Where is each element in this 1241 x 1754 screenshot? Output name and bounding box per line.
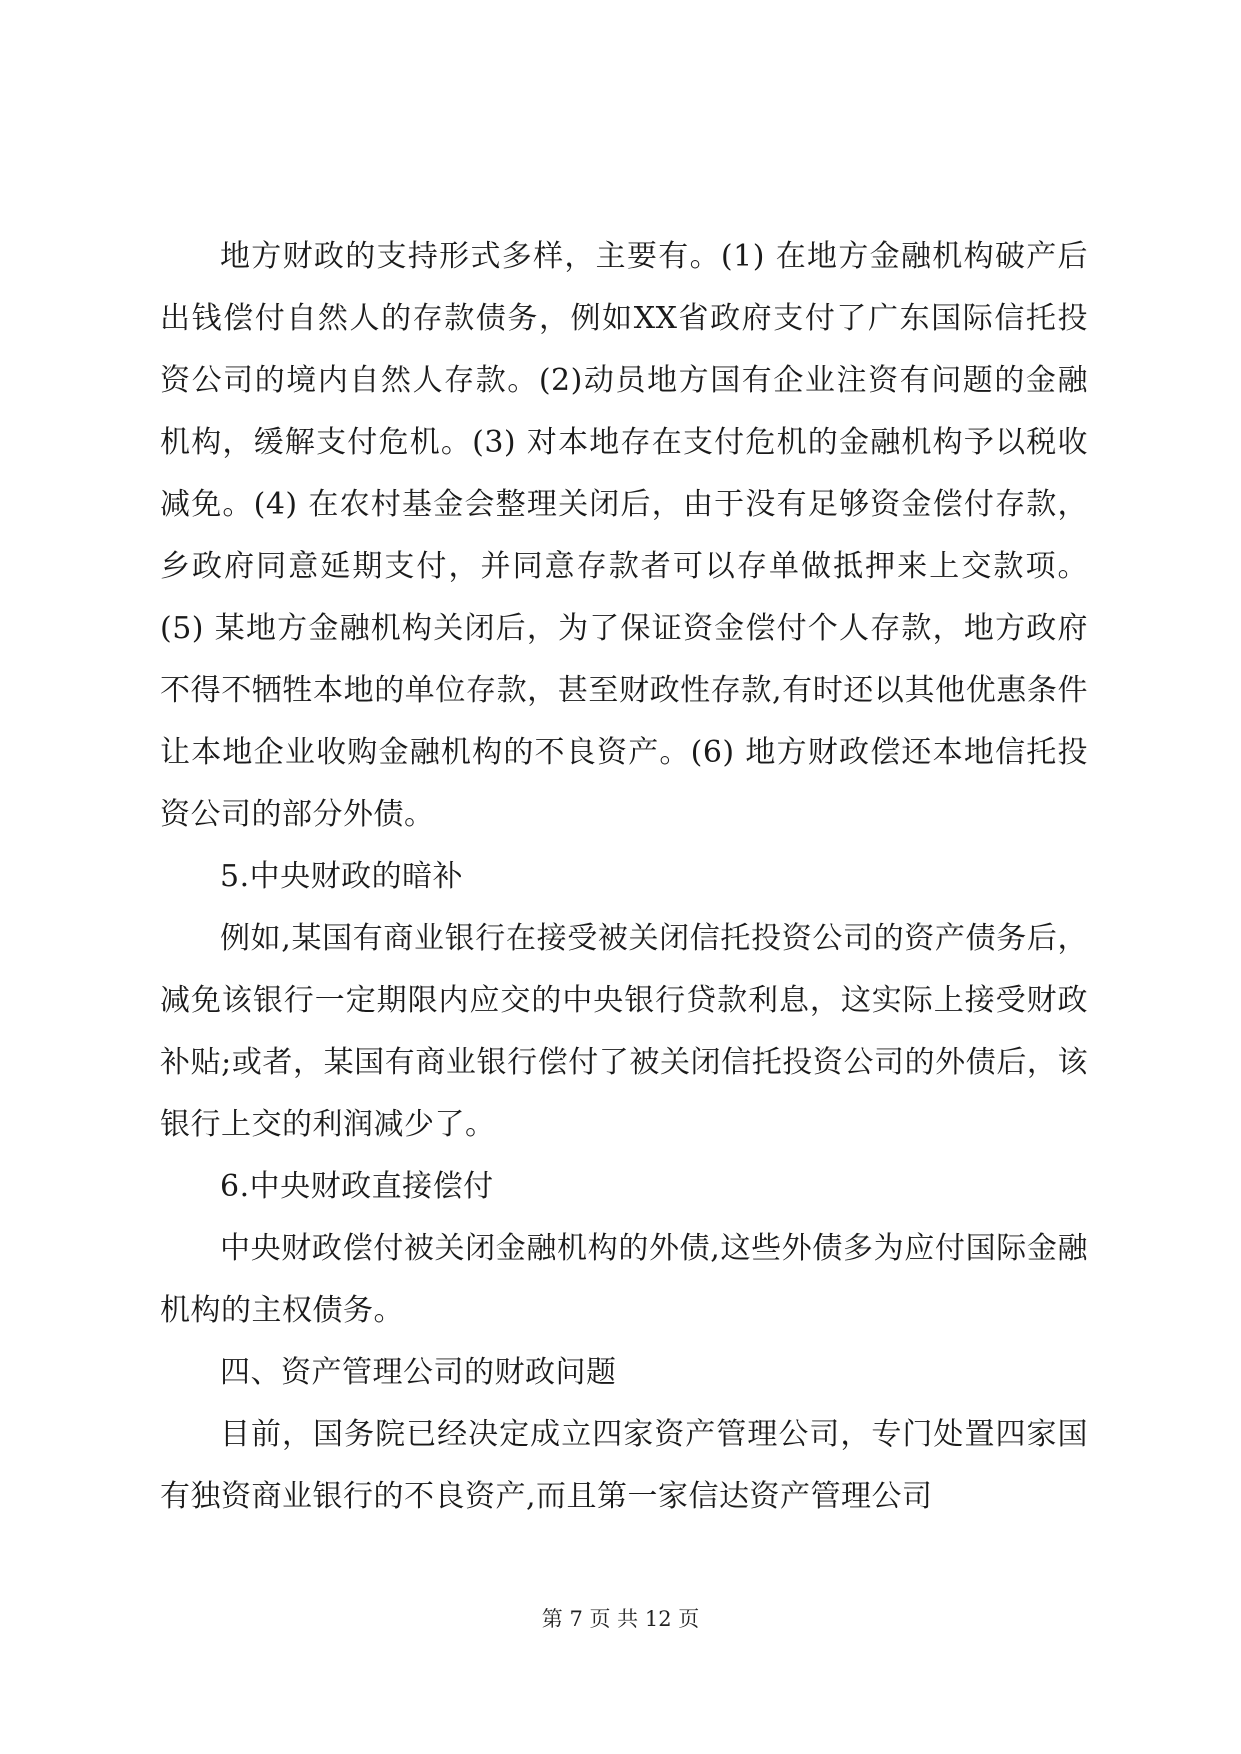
document-body [160,226,1088,1528]
paragraph-asset-management: 目前，国务院已经决定成立四家资产管理公司，专门处置四家国有独资商业银行的不良资产,而且第一家信达资产管理公司 [160,1417,1088,1514]
paragraph-local-finance-support: 地方财政的支持形式多样，主要有。(1) 在地方金融机构破产后出钱偿付自然人的存款债务，例如XX省政府支付了广东国际信托投资公司的境内自然人存款。(2)动员地方国有企业注资有问题的金融机构，缓解支付危机。(3) 对本地存在支付危机的金融机构予以税收减免。(4) 在农村基金会整理关闭后，由于没有足够资金偿付存款，乡政府同意延期支付，并同意存款者可以存单做抵押来上交款项。(5) 某地方金融机构关闭后，为了保证资金偿付个人存款，地方政府不得不牺牲本地的单位存款，甚至财政性存款,有时还以其他优惠条件让本地企业收购金融机构的不良资产。(6) 地方财政偿还本地信托投资公司的部分外债。 [160,239,1088,832]
paragraph-direct-payment: 中央财政偿付被关闭金融机构的外债,这些外债多为应付国际金融机构的主权债务。 [160,1231,1088,1328]
section-heading-central-implicit-subsidy: 5.中央财政的暗补 [220,859,464,894]
section-heading-central-direct-payment: 6.中央财政直接偿付 [220,1169,494,1204]
paragraph-implicit-subsidy-example: 例如,某国有商业银行在接受被关闭信托投资公司的资产债务后，减免该银行一定期限内应交的中央银行贷款利息，这实际上接受财政补贴;或者，某国有商业银行偿付了被关闭信托投资公司的外债后，该银行上交的利润减少了。 [160,921,1088,1142]
page-number-footer: 第 7 页 共 12 页 [541,1607,700,1631]
section-heading-asset-management: 四、资产管理公司的财政问题 [220,1355,617,1390]
